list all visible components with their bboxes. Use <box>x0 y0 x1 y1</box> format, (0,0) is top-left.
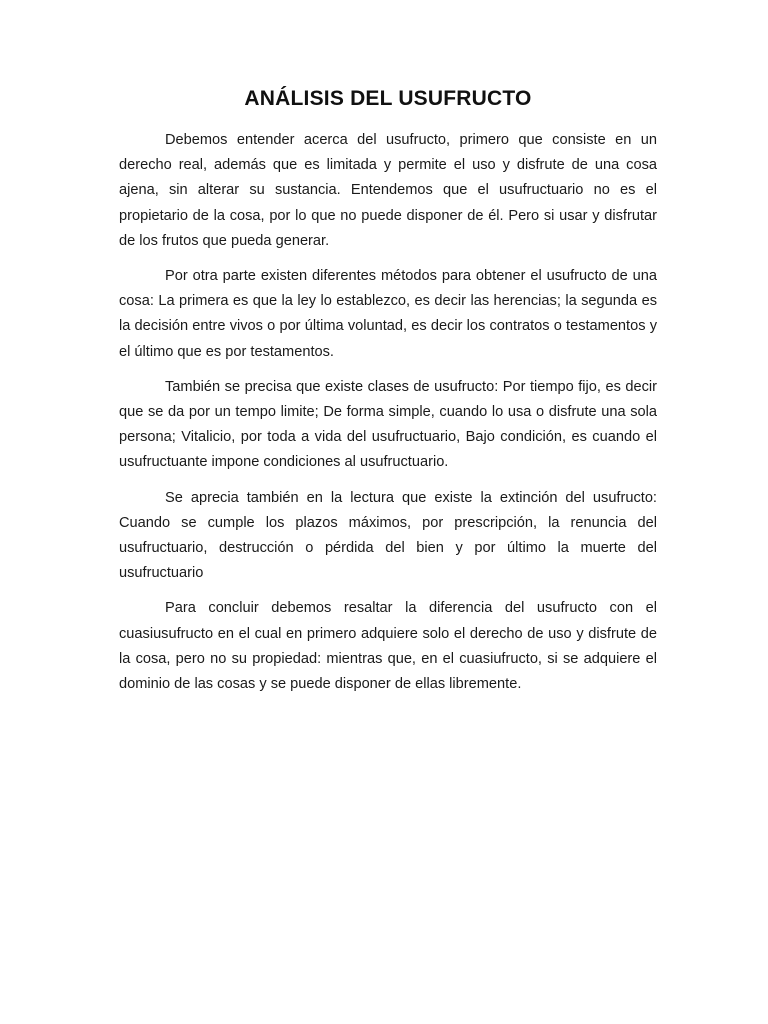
paragraph-definition: Debemos entender acerca del usufructo, primero que consiste en un derecho real, además que es limitada y permite el uso y disfrute de una cosa ajena, sin alterar su sustancia. Entendemos que el usufructuario no es el propietario de la cosa, por lo que no puede disponer de él. Pero si usar y disfrutar de los frutos que pueda generar. <box>119 132 657 249</box>
document-title: ANÁLISIS DEL USUFRUCTO <box>244 87 532 110</box>
paragraph-methods: Por otra parte existen diferentes métodos para obtener el usufructo de una cosa: La primera es que la ley lo establezco, es decir las herencias; la segunda es la decisión entre vivos o por última voluntad, es decir los contratos o testamentos y el último que es por testamentos. <box>119 268 657 360</box>
document-body <box>119 84 657 697</box>
paragraph-extinction: Se aprecia también en la lectura que existe la extinción del usufructo: Cuando se cumple los plazos máximos, por prescripción, la renuncia del usufructuario, destrucción o pérdida del bien y por último la muerte del usufructuario <box>119 489 657 582</box>
paragraph-conclusion: Para concluir debemos resaltar la diferencia del usufructo con el cuasiusufructo en el cual en primero adquiere solo el derecho de uso y disfrute de la cosa, pero no su propiedad: mientras que, en el cuasiufructo, si se adquiere el dominio de las cosas y se puede disponer de ellas libremente. <box>119 600 657 693</box>
paragraph-types: También se precisa que existe clases de usufructo: Por tiempo fijo, es decir que se da por un tempo limite; De forma simple, cuando lo usa o disfrute una sola persona; Vitalicio, por toda a vida del usufructuario, Bajo condición, es cuando el usufructuante impone condiciones al usufructuario. <box>119 378 657 471</box>
